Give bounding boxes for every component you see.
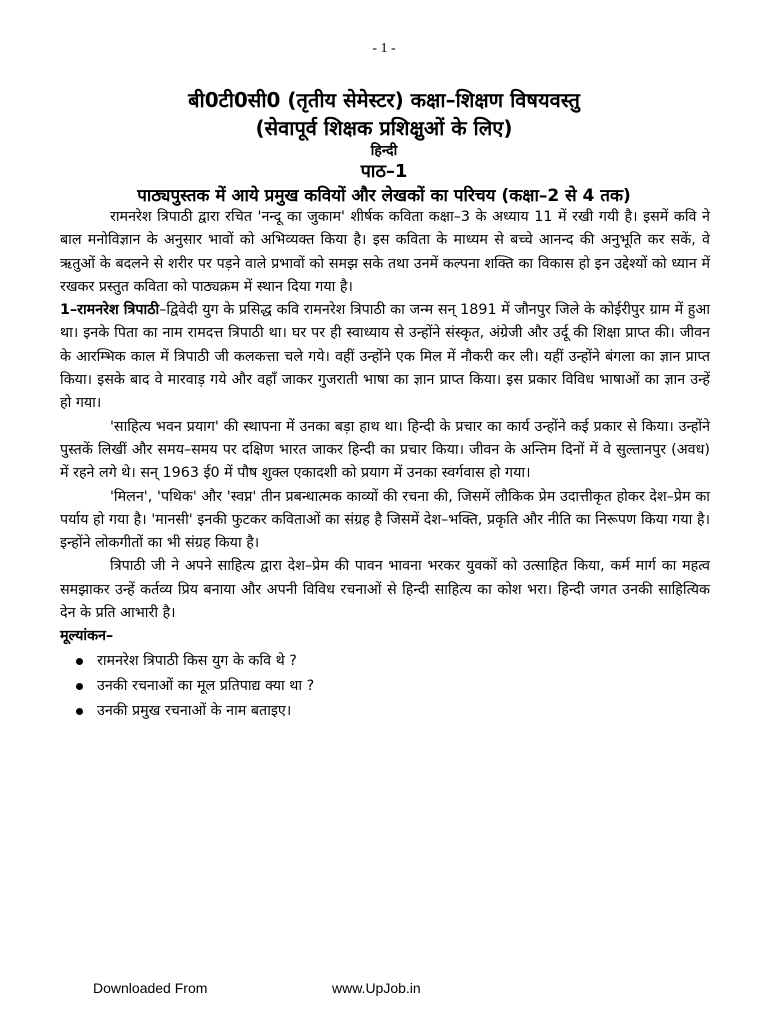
list-item xyxy=(76,649,710,674)
page-number: - 1 - xyxy=(372,41,396,56)
list-item xyxy=(76,674,710,699)
document-title: बी0टी0सी0 (तृतीय सेमेस्टर) कक्षा–शिक्षण विषयवस्तु xyxy=(188,88,580,112)
bullet-icon xyxy=(76,658,83,665)
document-subtitle: (सेवापूर्व शिक्षक प्रशिक्षुओं के लिए) xyxy=(255,116,513,140)
section-paragraph xyxy=(60,299,710,415)
section-text: –द्विवेदी युग के प्रसिद्ध कवि रामनरेश त्रिपाठी का जन्म सन् 1891 में जौनपुर जिले के कोईरीपुर ग्राम में हुआ था। इनके पिता का नाम रामदत्त त्रिपाठी था। घर पर ही स्वाध्याय से उन्होंने संस्कृत, अंग्रेजी और उर्दू की शिक्षा प्राप्त की। जीवन के आरम्भिक काल में त्रिपाठी जी कलकत्ता चले गये। वहीं उन्होंने एक मिल में नौकरी कर ली। यहीं उन्होंने बंगला का ज्ञान प्राप्त किया। इसके बाद वे मारवाड़ गये और वहाँ जाकर गुजराती भाषा का ज्ञान प्राप्त किया। इस प्रकार विविध भाषाओं का ज्ञान उन्हें हो गया। xyxy=(60,302,710,412)
lesson-label: पाठ–1 xyxy=(360,161,408,182)
question-text: उनकी रचनाओं का मूल प्रतिपाद्य क्या था ? xyxy=(97,677,315,694)
section-heading: 1–रामनरेश त्रिपाठी xyxy=(60,302,160,319)
subject-label: हिन्दी xyxy=(370,143,398,159)
bullet-icon xyxy=(76,683,83,690)
list-item xyxy=(76,699,710,724)
footer-website: www.UpJob.in xyxy=(332,980,421,996)
paragraph-2: 'साहित्य भवन प्रयाग' की स्थापना में उनका बड़ा हाथ था। हिन्दी के प्रचार का कार्य उन्होंने कई प्रकार से किया। उन्होंने पुस्तकें लिखीं और समय–समय पर दक्षिण भारत जाकर हिन्दी का प्रचार किया। जीवन के अन्तिम दिनों में वे सुल्तानपुर (अवध) में रहने लगे थे। सन् 1963 ई0 में पौष शुक्ल एकादशी को प्रयाग में उनका स्वर्गवास हो गया। xyxy=(60,418,710,482)
evaluation-list xyxy=(60,649,710,724)
paragraph-3: 'मिलन', 'पथिक' और 'स्वप्न' तीन प्रबन्धात्मक काव्यों की रचना की, जिसमें लौकिक प्रेम उदात्तीकृत होकर देश–प्रेम का पर्याय हो गया है। 'मानसी' इनकी फुटकर कविताओं का संग्रह है जिसमें देश–भक्ति, प्रकृति और नीति का निरूपण किया गया है। इन्होंने लोकगीतों का भी संग्रह किया है। xyxy=(60,488,710,552)
lesson-title: पाठ्यपुस्तक में आये प्रमुख कवियों और लेखकों का परिचय (कक्षा–2 से 4 तक) xyxy=(137,186,631,206)
paragraph-4: त्रिपाठी जी ने अपने साहित्य द्वारा देश–प्रेम की पावन भावना भरकर युवकों को उत्साहित किया, कर्म मार्ग का महत्व समझाकर उन्हें कर्तव्य प्रिय बनाया और अपनी विविध रचनाओं से हिन्दी साहित्य का कोश भरा। हिन्दी जगत उनकी साहित्यिक देन के प्रति आभारी है। xyxy=(60,558,710,622)
document-body xyxy=(60,206,710,724)
bullet-icon xyxy=(76,708,83,715)
footer-downloaded-from: Downloaded From xyxy=(93,980,208,996)
intro-paragraph: रामनरेश त्रिपाठी द्वारा रचित 'नन्दू का जुकाम' शीर्षक कविता कक्षा–3 के अध्याय 11 में रखी गयी है। इसमें कवि ने बाल मनोविज्ञान के अनुसार भावों को अभिव्यक्त किया है। इस कविता के माध्यम से बच्चे आनन्द की अनुभूति कर सकें, वे ऋतुओं के बदलने से शरीर पर पड़ने वाले प्रभावों को समझ सके तथा उनमें कल्पना शक्ति का विकास हो इन उद्देश्यों को ध्यान में रखकर प्रस्तुत कविता को पाठ्यक्रम में स्थान दिया गया है। xyxy=(60,209,710,295)
evaluation-heading: मूल्यांकन– xyxy=(60,628,114,645)
question-text: उनकी प्रमुख रचनाओं के नाम बताइए। xyxy=(97,702,292,719)
question-text: रामनरेश त्रिपाठी किस युग के कवि थे ? xyxy=(97,652,297,669)
title-block xyxy=(60,86,708,208)
